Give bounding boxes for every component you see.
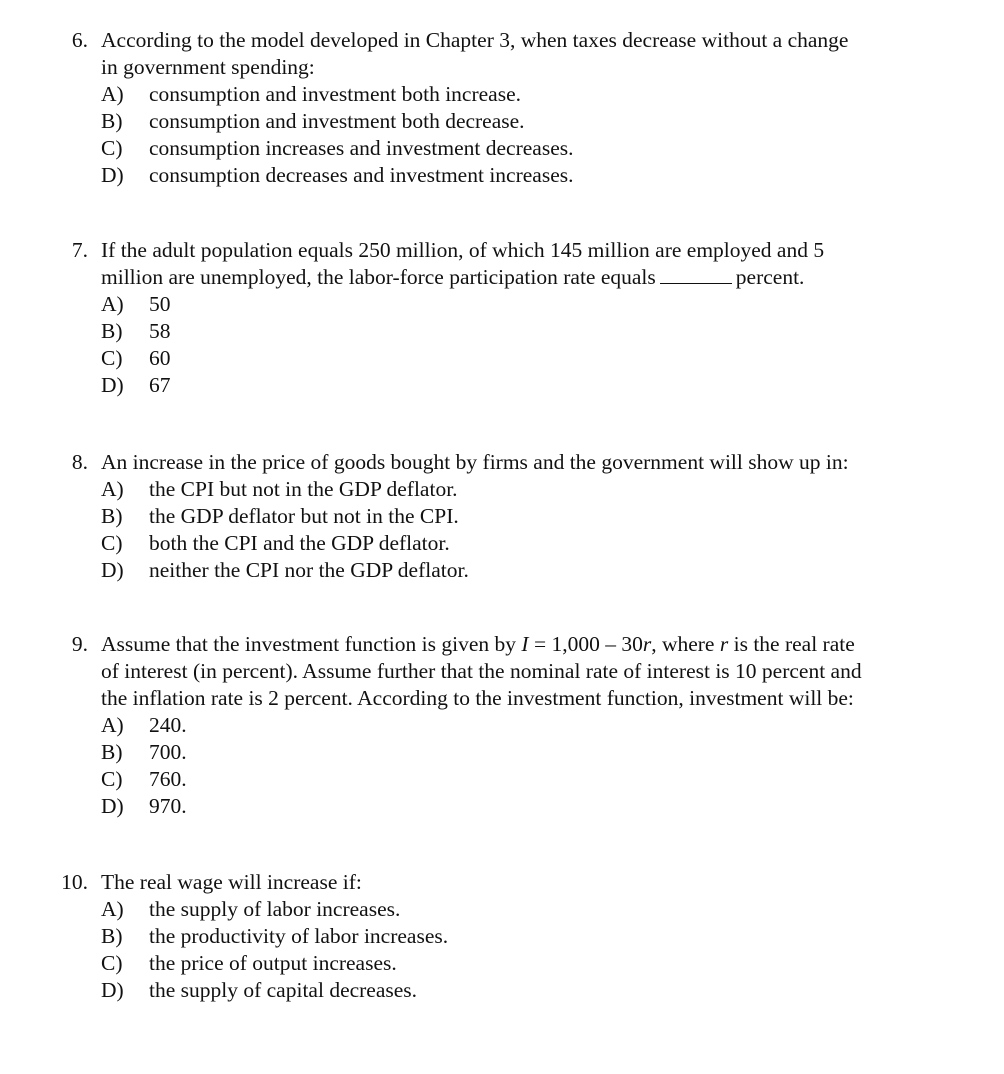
option-text: consumption and investment both decrease. — [149, 109, 525, 133]
question-number: 7. — [71, 238, 88, 262]
question-text-segment: is the real rate — [728, 632, 855, 656]
variable-i: I — [521, 632, 529, 656]
option-letter: C) — [101, 531, 123, 555]
option-letter: B) — [101, 109, 123, 133]
question-number: 8. — [71, 450, 88, 474]
option-text: both the CPI and the GDP deflator. — [149, 531, 450, 555]
option-letter: B) — [101, 504, 123, 528]
option-letter: A) — [101, 82, 124, 106]
option-text: neither the CPI nor the GDP deflator. — [149, 558, 469, 582]
variable-r: r — [719, 632, 729, 656]
option-letter: B) — [101, 740, 123, 764]
question-text-line: An increase in the price of goods bought by firms and the government will show up in: — [101, 450, 849, 474]
option-text: 240. — [149, 713, 187, 737]
question-text-line — [101, 631, 855, 658]
option-letter: A) — [101, 897, 124, 921]
variable-r: r — [642, 632, 652, 656]
option-text: consumption decreases and investment increases. — [149, 163, 574, 187]
question-text-line: of interest (in percent). Assume further that the nominal rate of interest is 10 percent and — [101, 659, 862, 683]
question-text-line: The real wage will increase if: — [101, 870, 362, 894]
question-text-segment: million are unemployed, the labor-force participation rate equals — [101, 265, 656, 289]
option-text: consumption increases and investment decreases. — [149, 136, 574, 160]
question-text-line: the inflation rate is 2 percent. According to the investment function, investment will be: — [101, 686, 854, 710]
option-text: 67 — [149, 373, 171, 397]
option-text: the price of output increases. — [149, 951, 397, 975]
fill-in-blank — [660, 266, 732, 284]
question-text-segment: percent. — [735, 265, 805, 289]
option-letter: B) — [101, 319, 123, 343]
question-text-segment: = 1,000 – 30 — [528, 632, 643, 656]
option-letter: C) — [101, 951, 123, 975]
option-text: 50 — [149, 292, 171, 316]
option-letter: B) — [101, 924, 123, 948]
option-letter: C) — [101, 767, 123, 791]
question-text-line: in government spending: — [101, 55, 315, 79]
option-letter: A) — [101, 477, 124, 501]
option-text: 58 — [149, 319, 171, 343]
option-text: the productivity of labor increases. — [149, 924, 449, 948]
question-number: 9. — [71, 632, 88, 656]
option-text: the supply of labor increases. — [149, 897, 401, 921]
option-letter: D) — [101, 978, 124, 1002]
option-text: the GDP deflator but not in the CPI. — [149, 504, 459, 528]
option-text: 700. — [149, 740, 187, 764]
option-letter: C) — [101, 136, 123, 160]
option-text: 60 — [149, 346, 171, 370]
option-letter: D) — [101, 163, 124, 187]
question-text-segment: , where — [651, 632, 720, 656]
option-text: consumption and investment both increase. — [149, 82, 521, 106]
question-number: 6. — [71, 28, 88, 52]
option-text: the supply of capital decreases. — [149, 978, 418, 1002]
question-text-segment: Assume that the investment function is given by — [101, 632, 522, 656]
question-text-line: If the adult population equals 250 million, of which 145 million are employed and 5 — [101, 238, 825, 262]
option-text: 760. — [149, 767, 187, 791]
question-text-line — [101, 264, 804, 291]
option-letter: D) — [101, 373, 124, 397]
option-text: 970. — [149, 794, 187, 818]
option-text: the CPI but not in the GDP deflator. — [149, 477, 458, 501]
option-letter: D) — [101, 558, 124, 582]
option-letter: A) — [101, 292, 124, 316]
question-text-line: According to the model developed in Chapter 3, when taxes decrease without a change — [101, 28, 849, 52]
option-letter: A) — [101, 713, 124, 737]
option-letter: C) — [101, 346, 123, 370]
question-number: 10. — [61, 870, 88, 894]
option-letter: D) — [101, 794, 124, 818]
